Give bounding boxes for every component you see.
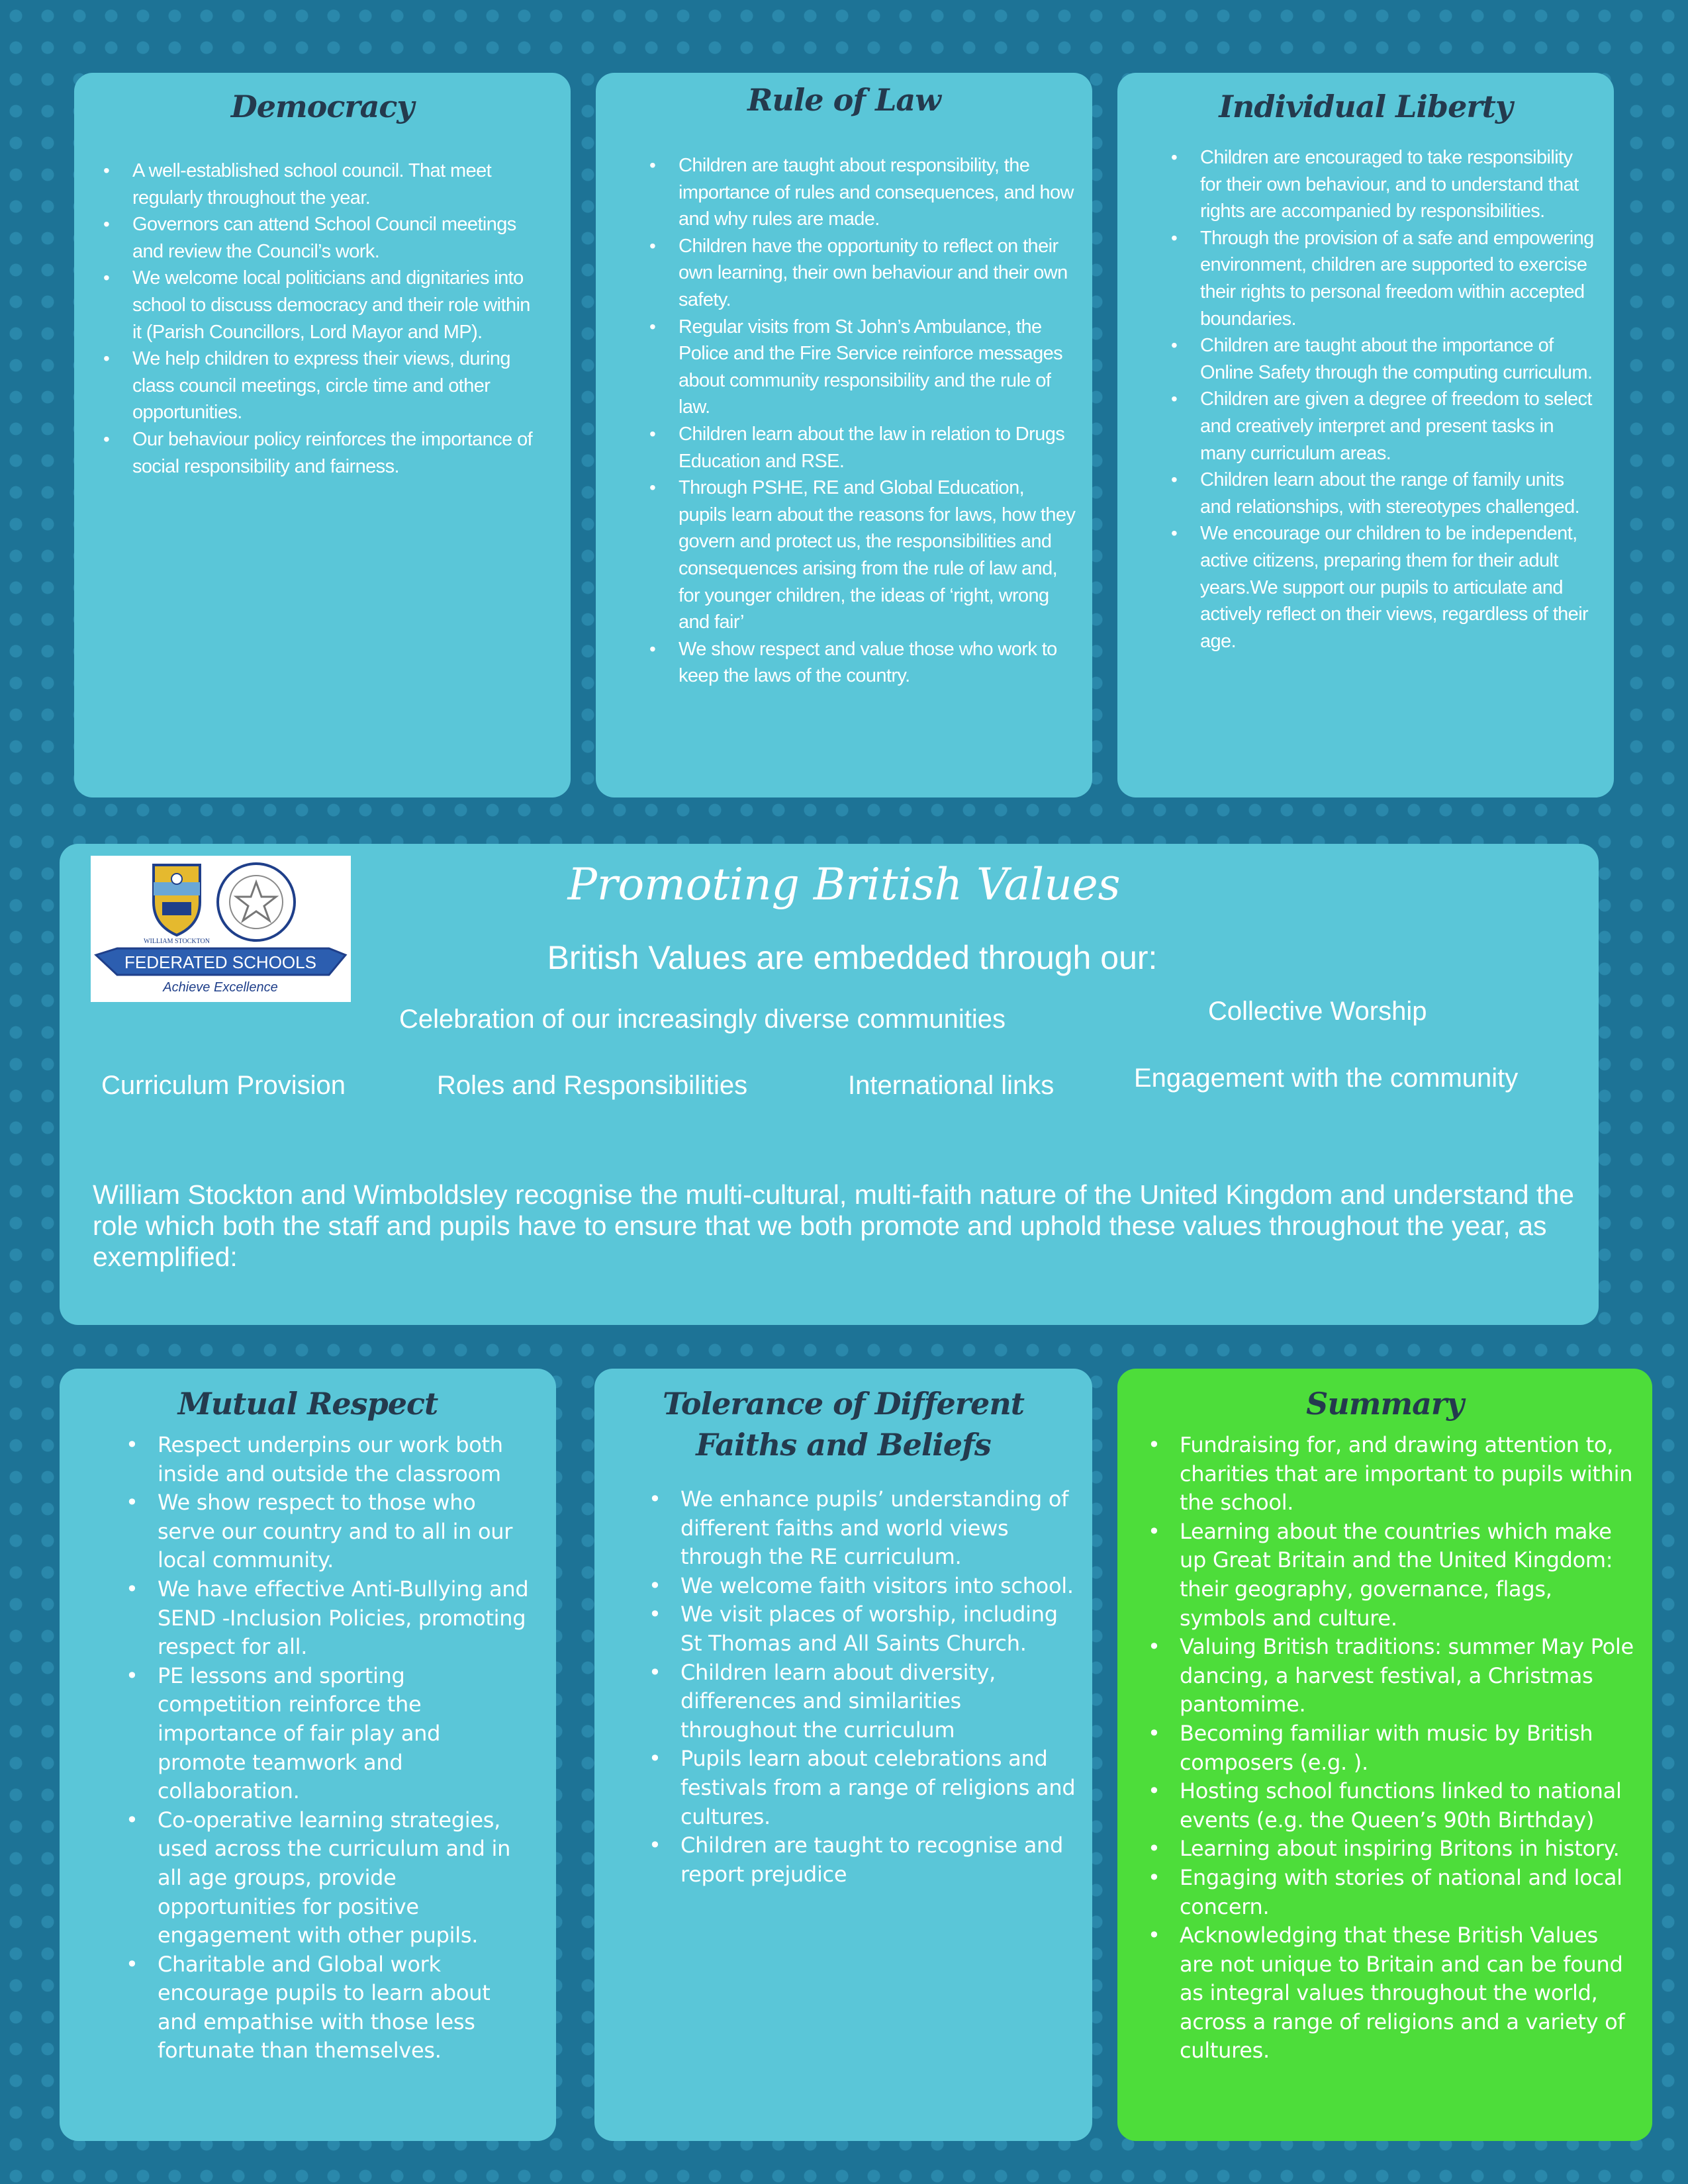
list-item: • Through PSHE, RE and Global Education, pupils learn about the reasons for laws, how they govern and protect us, the responsibilities and consequences arising from the rule of law and, for younger children, the ideas of ‘right, wrong and fair’ — [679, 475, 1076, 636]
logo-school-name-1: WILLIAM STOCKTON — [144, 938, 210, 945]
list-item: • We help children to express their views, during class council meetings, circle time and other opportunities. — [132, 345, 543, 426]
list-item: • Children learn about diversity, differences and similarities throughout the curriculum — [680, 1659, 1078, 1745]
logo-banner-text: FEDERATED SCHOOLS — [124, 952, 316, 972]
individual-liberty-title: Individual Liberty — [1219, 89, 1513, 124]
democracy-title: Democracy — [230, 89, 414, 124]
list-item: • Children have the opportunity to reflect on their own learning, their own behaviour and their own safety. — [679, 233, 1076, 314]
promoting-british-values-title: Promoting British Values — [567, 859, 1121, 910]
list-item: • Children are taught to recognise and report prejudice — [680, 1831, 1078, 1889]
list-item: • Regular visits from St John’s Ambulance, the Police and the Fire Service reinforce messages about community responsibility and the rule of law. — [679, 314, 1076, 421]
rule-of-law-title: Rule of Law — [747, 82, 941, 118]
summary-list — [1180, 1431, 1636, 2066]
list-item: • Children learn about the law in relation to Drugs Education and RSE. — [679, 421, 1076, 475]
values-statement: William Stockton and Wimboldsley recognise the multi-cultural, multi-faith nature of the United Kingdom and understand the role which both the staff and pupils have to ensure that we both promote and uphold these values throughout the year, as exemplified: — [93, 1179, 1574, 1272]
tolerance-title-line1: Tolerance of Different — [662, 1386, 1025, 1422]
individual-liberty-card — [1117, 73, 1614, 797]
list-item: • We visit places of worship, including St Thomas and All Saints Church. — [680, 1600, 1078, 1658]
list-item: • Governors can attend School Council meetings and review the Council’s work. — [132, 211, 543, 265]
list-item: • We welcome faith visitors into school. — [680, 1572, 1078, 1601]
list-item: • Becoming familiar with music by British composers (e.g. ). — [1180, 1719, 1636, 1777]
item-celebration: Celebration of our increasingly diverse communities — [399, 1005, 1006, 1034]
list-item: • Learning about inspiring Britons in history. — [1180, 1835, 1636, 1864]
mutual-respect-card — [60, 1369, 556, 2141]
list-item: • We enhance pupils’ understanding of different faiths and world views through the RE curriculum. — [680, 1485, 1078, 1572]
list-item: • Children are encouraged to take responsibility for their own behaviour, and to understand that rights are accompanied by responsibilities. — [1200, 144, 1597, 225]
list-item: • Engaging with stories of national and local concern. — [1180, 1864, 1636, 1921]
list-item: • We encourage our children to be independent, active citizens, preparing them for their adult years.We support our pupils to articulate and actively reflect on their views, regardless of their age. — [1200, 520, 1597, 655]
summary-title: Summary — [1306, 1386, 1464, 1422]
list-item: • Acknowledging that these British Values are not unique to Britain and can be found as integral values throughout the world, across a range of religions and a variety of cultures. — [1180, 1921, 1636, 2066]
rule-of-law-card — [596, 73, 1092, 797]
mutual-respect-title: Mutual Respect — [177, 1386, 438, 1422]
list-item: • Children are given a degree of freedom to select and creatively interpret and present tasks in many curriculum areas. — [1200, 386, 1597, 467]
mutual-respect-list — [158, 1431, 535, 2066]
list-item: • Through the provision of a safe and empowering environment, children are supported to exercise their rights to personal freedom within accepted boundaries. — [1200, 225, 1597, 332]
tolerance-card — [594, 1369, 1092, 2141]
logo-tagline: Achieve Excellence — [163, 980, 278, 995]
list-item: • PE lessons and sporting competition reinforce the importance of fair play and promote teamwork and collaboration. — [158, 1662, 535, 1806]
list-item: • Learning about the countries which make up Great Britain and the United Kingdom: their geography, governance, flags, symbols and culture. — [1180, 1518, 1636, 1633]
item-international-links: International links — [848, 1071, 1055, 1100]
british-values-subtitle: British Values are embedded through our: — [547, 939, 1158, 976]
item-roles-responsibilities: Roles and Responsibilities — [437, 1071, 748, 1100]
rule-of-law-list — [679, 152, 1076, 690]
democracy-card — [74, 73, 571, 797]
summary-card — [1117, 1369, 1652, 2141]
list-item: • A well-established school council. That meet regularly throughout the year. — [132, 158, 543, 211]
item-collective-worship: Collective Worship — [1208, 997, 1427, 1026]
list-item: • We show respect and value those who work to keep the laws of the country. — [679, 636, 1076, 690]
item-curriculum-provision: Curriculum Provision — [101, 1071, 346, 1100]
tolerance-title-line2: Faiths and Beliefs — [696, 1427, 991, 1463]
list-item: • Our behaviour policy reinforces the importance of social responsibility and fairness. — [132, 426, 543, 480]
individual-liberty-list — [1200, 144, 1597, 655]
list-item: • Co-operative learning strategies, used across the curriculum and in all age groups, provide opportunities for positive engagement with other pupils. — [158, 1806, 535, 1950]
list-item: • Pupils learn about celebrations and festivals from a range of religions and cultures. — [680, 1745, 1078, 1831]
list-item: • Respect underpins our work both inside and outside the classroom — [158, 1431, 535, 1488]
list-item: • Valuing British traditions: summer May Pole dancing, a harvest festival, a Christmas pantomime. — [1180, 1633, 1636, 1719]
list-item: • We show respect to those who serve our country and to all in our local community. — [158, 1488, 535, 1575]
item-engagement-community: Engagement with the community — [1134, 1064, 1519, 1093]
tolerance-list — [680, 1485, 1078, 1889]
list-item: • Charitable and Global work encourage pupils to learn about and empathise with those less fortunate than themselves. — [158, 1950, 535, 2066]
list-item: • Children learn about the range of family units and relationships, with stereotypes challenged. — [1200, 467, 1597, 520]
list-item: • Children are taught about responsibility, the importance of rules and consequences, and how and why rules are made. — [679, 152, 1076, 233]
list-item: • Children are taught about the importance of Online Safety through the computing curriculum. — [1200, 332, 1597, 386]
democracy-list — [132, 158, 543, 480]
list-item: • We have effective Anti-Bullying and SEND -Inclusion Policies, promoting respect for all. — [158, 1575, 535, 1662]
list-item: • Fundraising for, and drawing attention to, charities that are important to pupils within the school. — [1180, 1431, 1636, 1518]
list-item: • We welcome local politicians and dignitaries into school to discuss democracy and their role within it (Parish Councillors, Lord Mayor and MP). — [132, 265, 543, 345]
list-item: • Hosting school functions linked to national events (e.g. the Queen’s 90th Birthday) — [1180, 1777, 1636, 1835]
